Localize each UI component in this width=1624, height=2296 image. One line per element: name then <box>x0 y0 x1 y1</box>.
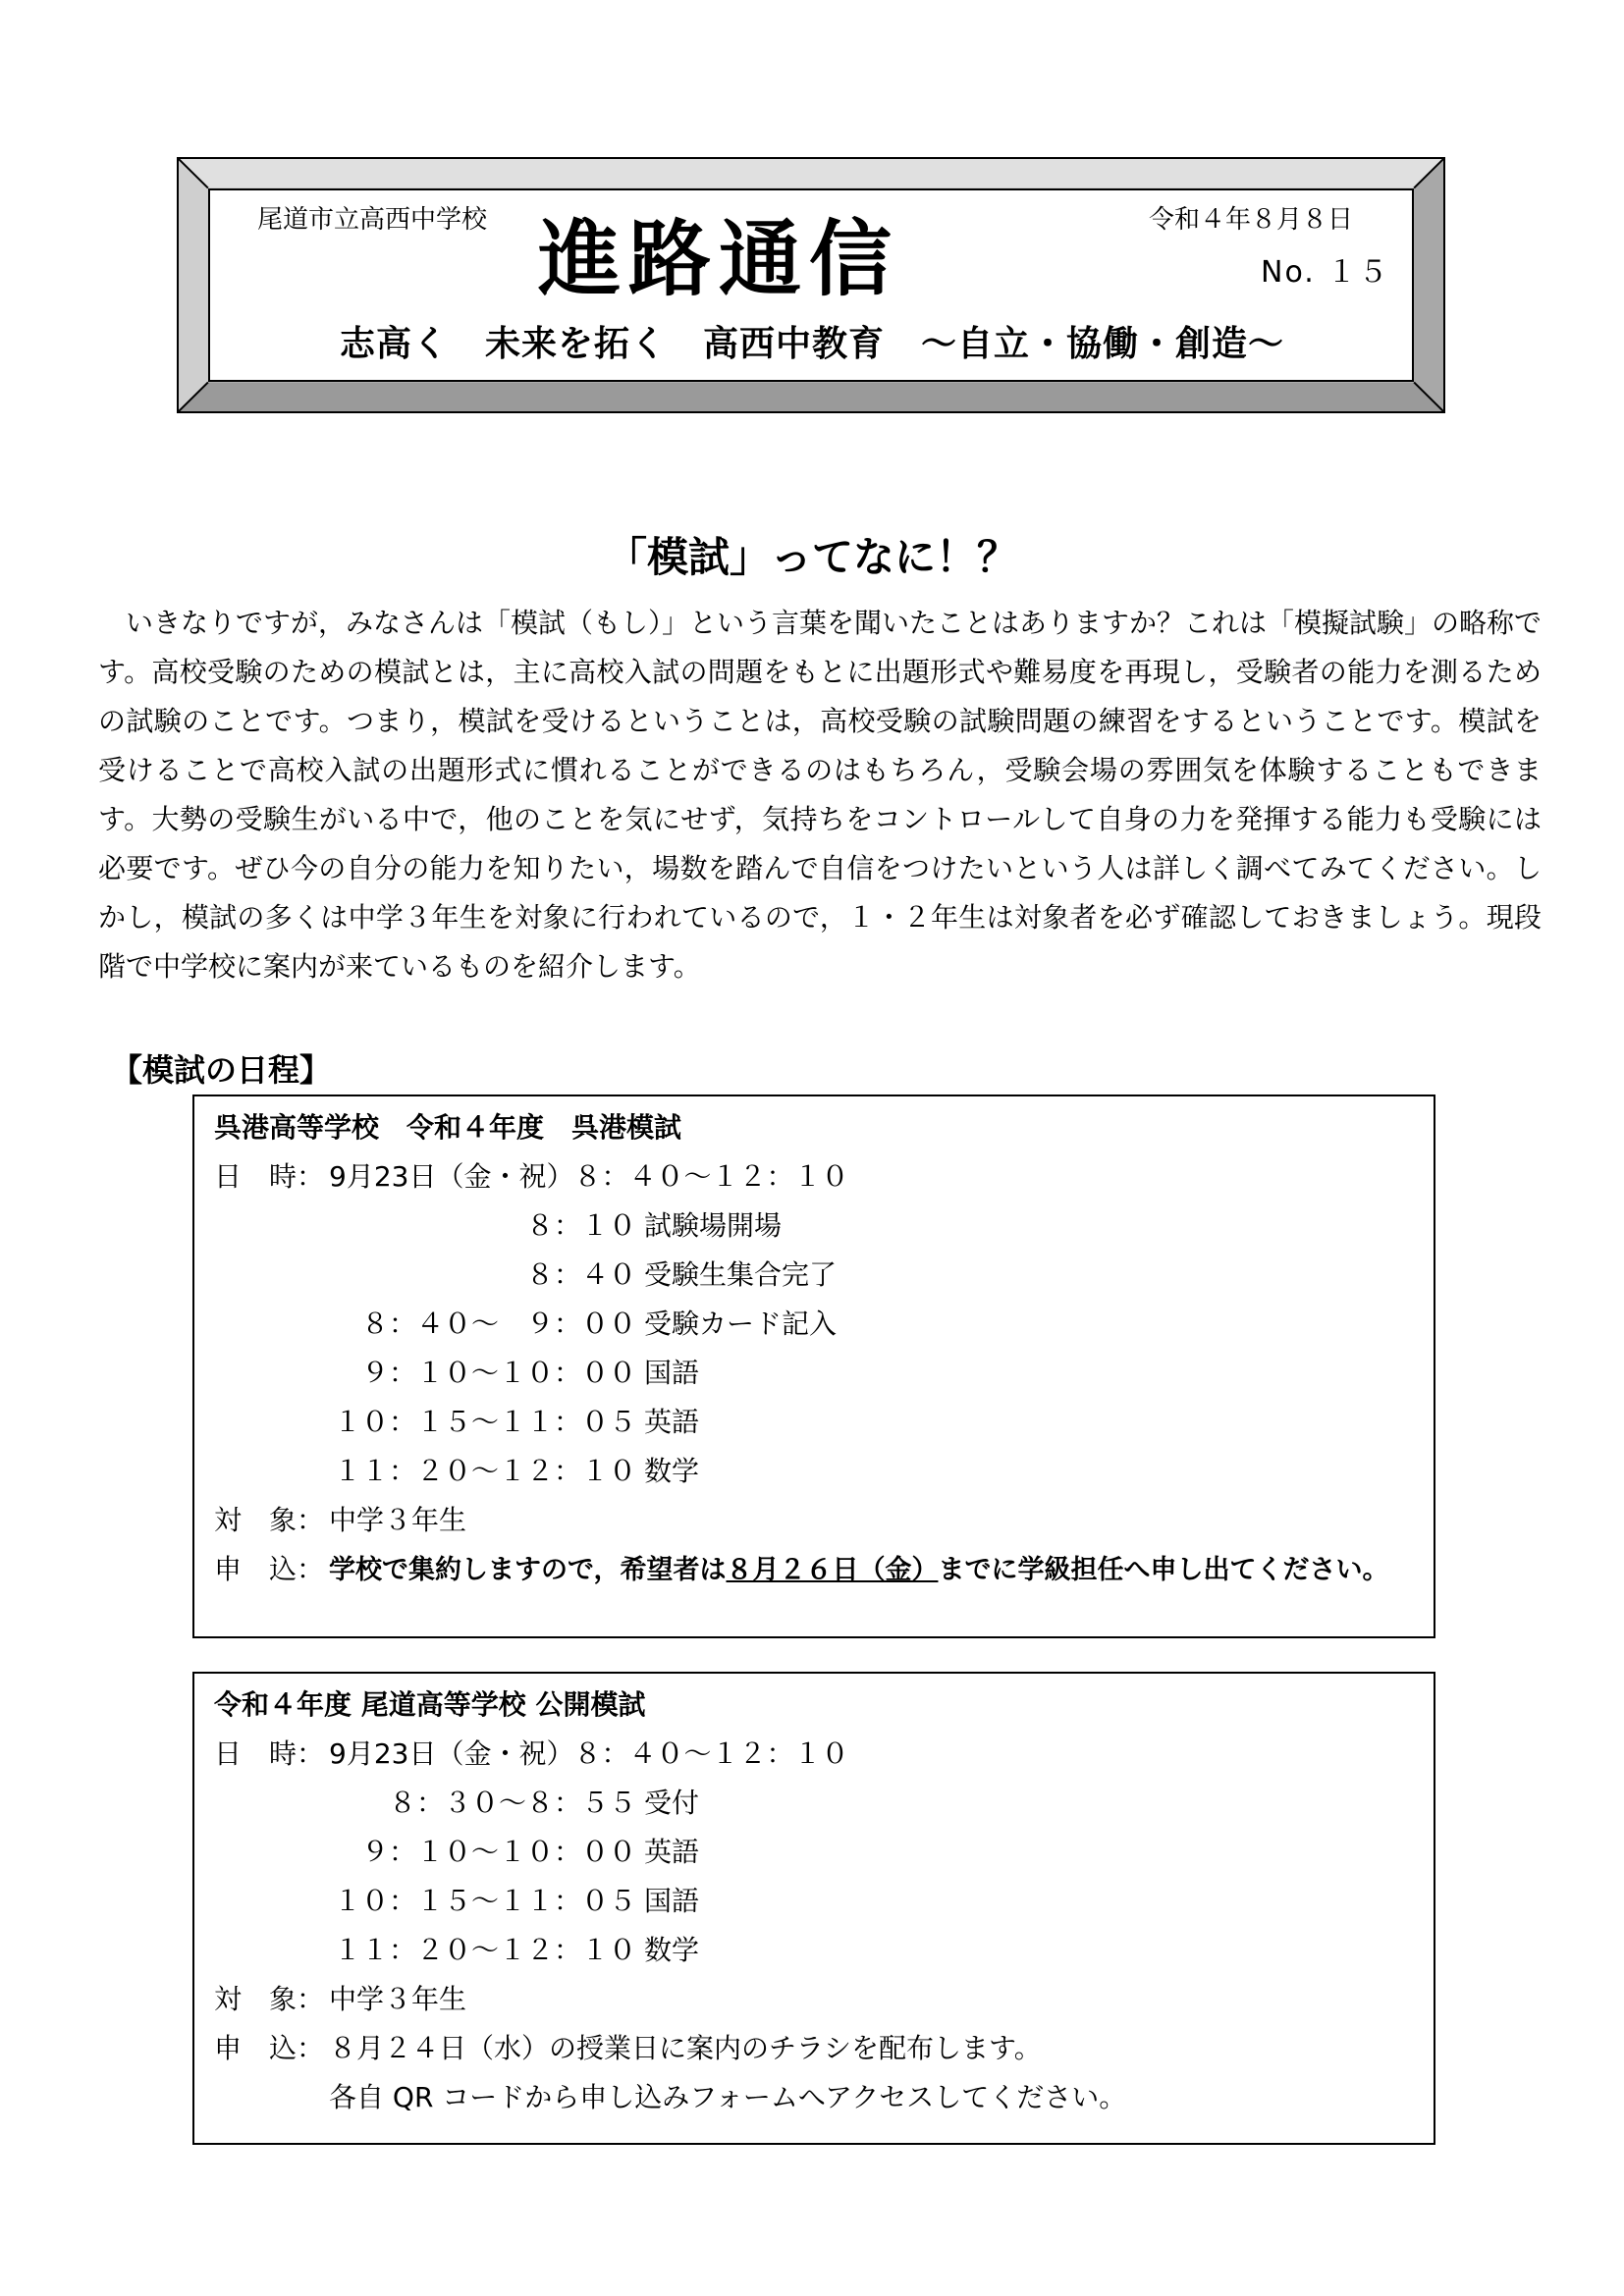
timetable-time: １０：１５～１１：０５ <box>333 1885 636 1917</box>
school-name: 尾道市立高西中学校 <box>257 205 488 235</box>
exam-title: 令和４年度 尾道高等学校 公開模試 <box>214 1688 646 1721</box>
timetable-event: 数学 <box>644 1455 700 1487</box>
date-value: 9月23日（金・祝）８：４０～１２：１０ <box>329 1737 849 1770</box>
article-paragraph: いきなりですが，みなさんは「模試（もし）」という言葉を聞いたことはありますか？これは「模擬試験」の略称です。高校受験のための模試とは，主に高校入試の問題をもとに出題形式や難易度を再現し，受験者の能力を測るための試験のことです。つまり，模試を受けるということは，高校受験の試験問題の練習をするということです。模試を受けることで高校入試の出題形式に慣れることができるのはもちろん，受験会場の雰囲気を体験することもできます。大勢の受験生がいる中で，他のことを気にせず，気持ちをコントロールして自身の力を発揮する能力も受験には必要です。ぜひ今の自分の能力を知りたい，場数を踏んで自信をつけたいという人は詳しく調べてみてください。しかし，模試の多くは中学３年生を対象に行われているので，１・２年生は対象者を必ず確認しておきましょう。現段階で中学校に案内が来ているものを紹介します。 <box>98 607 1543 983</box>
apply-text <box>329 1548 1388 1586</box>
exam-box-onomichi <box>192 1672 1435 2145</box>
date-value: 9月23日（金・祝）８：４０～１２：１０ <box>329 1160 849 1193</box>
apply-label: 申 込： <box>214 1553 325 1585</box>
apply-after: までに学級担任へ申し出てください。 <box>938 1555 1389 1585</box>
timetable-event: 受験カード記入 <box>644 1308 838 1340</box>
timetable-time: ８：３０～８：５５ <box>388 1787 636 1819</box>
timetable-event: 数学 <box>644 1934 700 1966</box>
timetable-time: ９：１０～１０：００ <box>360 1357 636 1389</box>
timetable-time: １１：２０～１２：１０ <box>333 1455 636 1487</box>
article-title: 「模試」ってなに！？ <box>605 533 1018 581</box>
timetable-time: １１：２０～１２：１０ <box>333 1934 636 1966</box>
timetable-time: ８：４０～ ９：００ <box>360 1308 636 1340</box>
school-motto: 志高く 未来を拓く 高西中教育 ～自立・協働・創造～ <box>340 324 1285 364</box>
apply-line-2: 各自 QR コードから申し込みフォームへアクセスしてください。 <box>329 2081 1127 2113</box>
timetable-event: 国語 <box>644 1357 700 1389</box>
newsletter-title: 進路通信 <box>538 211 900 307</box>
timetable-time: １０：１５～１１：０５ <box>333 1406 636 1438</box>
target-label: 対 象： <box>214 1983 325 2015</box>
apply-before: 学校で集約しますので，希望者は <box>329 1555 727 1585</box>
timetable-event: 試験場開場 <box>644 1209 783 1242</box>
apply-label: 申 込： <box>214 2032 325 2064</box>
issue-date: 令和４年８月８日 <box>1149 205 1354 235</box>
timetable-event: 受付 <box>644 1787 700 1819</box>
date-label: 日 時： <box>214 1160 325 1193</box>
exam-box-kure <box>192 1095 1435 1638</box>
timetable-time: ９：１０～１０：００ <box>360 1836 636 1868</box>
timetable-event: 英語 <box>644 1836 700 1868</box>
timetable-event: 英語 <box>644 1406 700 1438</box>
timetable-time: ８：４０ <box>525 1258 636 1291</box>
target-value: 中学３年生 <box>329 1983 467 2015</box>
article-body <box>98 599 1542 991</box>
timetable-event: 受験生集合完了 <box>644 1258 838 1291</box>
target-label: 対 象： <box>214 1504 325 1536</box>
date-label: 日 時： <box>214 1737 325 1770</box>
exam-title: 呉港高等学校 令和４年度 呉港模試 <box>214 1111 682 1144</box>
issue-number: No. １５ <box>1261 255 1390 290</box>
apply-line-1: ８月２４日（水）の授業日に案内のチラシを配布します。 <box>329 2032 1042 2064</box>
timetable-time: ８：１０ <box>525 1209 636 1242</box>
schedule-heading: 【模試の日程】 <box>111 1051 332 1089</box>
apply-deadline: ８月２６日（金） <box>726 1555 939 1585</box>
timetable-event: 国語 <box>644 1885 700 1917</box>
target-value: 中学３年生 <box>329 1504 467 1536</box>
